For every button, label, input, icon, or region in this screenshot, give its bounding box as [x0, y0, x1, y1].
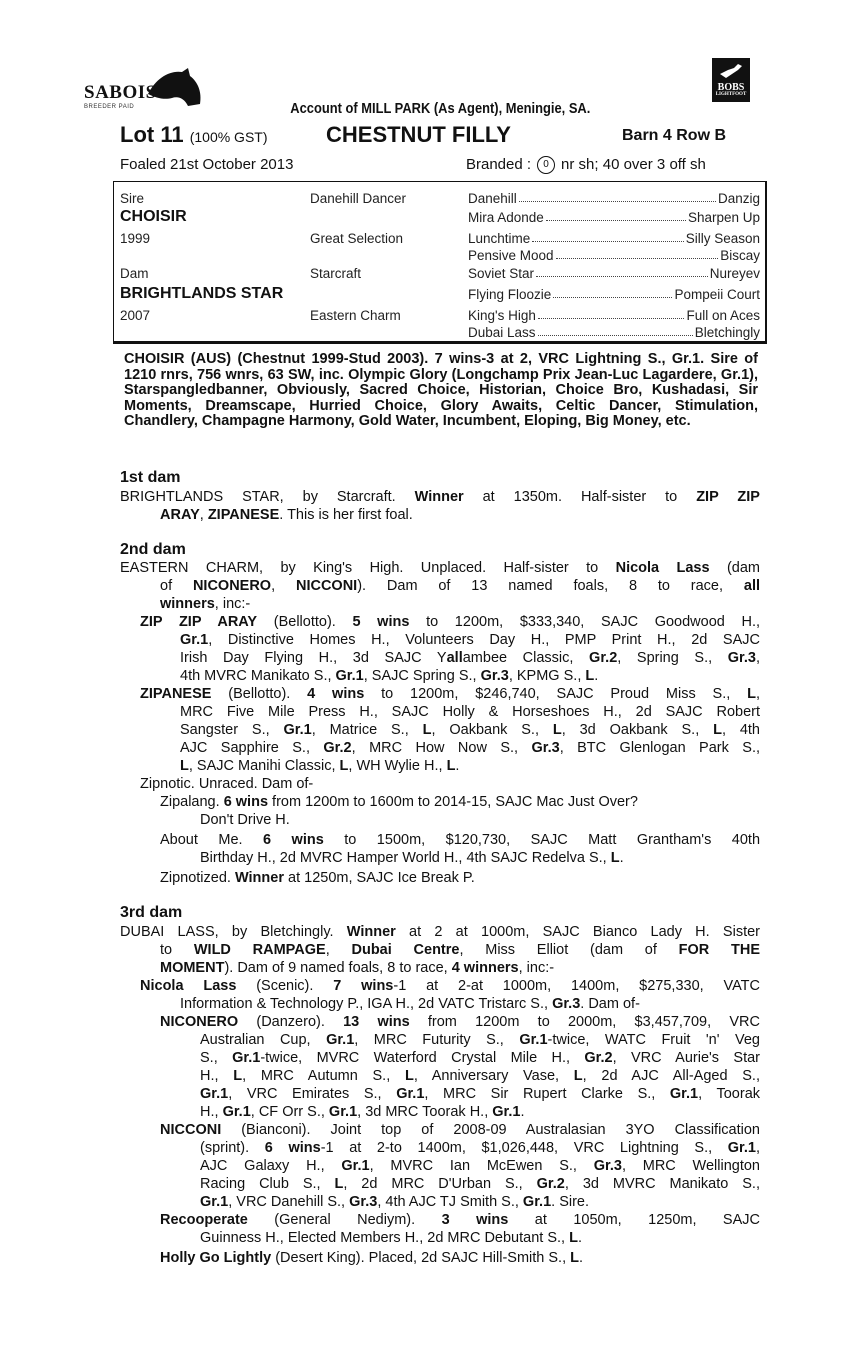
pedigree-text-line: winners, inc:- [160, 596, 251, 612]
pedigree-text-line: About Me. 6 wins to 1500m, $120,730, SAJC Matt Grantham's 40th [160, 832, 761, 848]
pedigree-text-line: ARAY, ZIPANESE. This is her first foal. [160, 507, 413, 523]
sire-name: CHOISIR [120, 208, 187, 225]
pedigree-text-line: Guinness H., Elected Members H., 2d MRC Debutant S., L. [200, 1230, 582, 1246]
pedigree-text-line: DUBAI LASS, by Bletchingly. Winner at 2 at 1000m, SAJC Bianco Lady H. Sister [120, 924, 760, 940]
dam-dam: Eastern Charm [310, 308, 401, 323]
pedigree-text-line: MRC Five Mile Press H., SAJC Holly & Horseshoes H., 2d SAJC Robert [180, 704, 760, 720]
sire-sire: Danehill Dancer [310, 191, 407, 206]
gg-sire: Pompeii Court [674, 287, 760, 302]
gg-row [468, 325, 760, 340]
gg-horse: Danehill [468, 191, 517, 206]
gg-row [468, 231, 760, 246]
gg-row [468, 191, 760, 206]
pedigree-text-line: AJC Sapphire S., Gr.2, MRC How Now S., Gr.3, BTC Glenlogan Park S., [180, 740, 761, 756]
lot-description: CHESTNUT FILLY [326, 122, 511, 147]
pedigree-text-line: Zipnotic. Unraced. Dam of- [140, 776, 314, 792]
pedigree-text-line: NICONERO (Danzero). 13 wins from 1200m to 2000m, $3,457,709, VRC [160, 1014, 760, 1030]
gg-sire: Danzig [717, 191, 760, 206]
gg-sire: Silly Season [685, 231, 760, 246]
gg-row [468, 308, 760, 323]
pedigree-text-line: Holly Go Lightly (Desert King). Placed, 2d SAJC Hill-Smith S., L. [160, 1250, 584, 1266]
pedigree-text-line: Australian Cup, Gr.1, MRC Futurity S., Gr.1-twice, WATC Fruit 'n' Veg [200, 1032, 760, 1048]
pedigree-text-line: Gr.1, VRC Danehill S., Gr.3, 4th AJC TJ Smith S., Gr.1. Sire. [200, 1194, 590, 1210]
brand-label: Branded : [466, 156, 532, 173]
pedigree-text-line: (sprint). 6 wins-1 at 2-to 1400m, $1,026,448, VRC Lightning S., Gr.1, [200, 1140, 761, 1156]
pedigree-text-line: Gr.1, VRC Emirates S., Gr.1, MRC Sir Rupert Clarke S., Gr.1, Toorak [200, 1086, 761, 1102]
sabois-logo-word: SABOIS [84, 82, 157, 103]
second-dam-heading: 2nd dam [120, 541, 186, 558]
pedigree-text-line: H., Gr.1, CF Orr S., Gr.1, 3d MRC Toorak H., Gr.1. [200, 1104, 525, 1120]
bobs-logo-word: BOBS [717, 82, 745, 93]
pedigree-text-line: Racing Club S., L, 2d MRC D'Urban S., Gr.2, 3d MVRC Manikato S., [200, 1176, 760, 1192]
pedigree-text-line: Gr.1, Distinctive Homes H., Volunteers Day H., PMP Print H., 2d SAJC [180, 632, 760, 648]
pedigree-text-line: Information & Technology P., IGA H., 2d VATC Tristarc S., Gr.3. Dam of- [180, 996, 640, 1012]
barn-location: Barn 4 Row B [622, 127, 727, 144]
gst-note: (100% GST) [189, 129, 268, 145]
pedigree-text-line: ZIPANESE (Bellotto). 4 wins to 1200m, $246,740, SAJC Proud Miss S., L, [140, 686, 761, 702]
pedigree-text-line: NICCONI (Bianconi). Joint top of 2008-09 Australasian 3YO Classification [160, 1122, 760, 1138]
pedigree-text-line: ZIP ZIP ARAY (Bellotto). 5 wins to 1200m, $333,340, SAJC Goodwood H., [140, 614, 761, 630]
pedigree-text-line: Nicola Lass (Scenic). 7 wins-1 at 2-at 1000m, 1400m, $275,330, VATC [140, 978, 761, 994]
pedigree-text-line: Irish Day Flying H., 3d SAJC Yallambee Classic, Gr.2, Spring S., Gr.3, [180, 650, 760, 666]
dam-label: Dam [120, 266, 149, 281]
sabois-logo-sub: BREEDER PAID [84, 104, 135, 110]
gg-row [468, 248, 760, 263]
pedigree-text-line: Recooperate (General Nediym). 3 wins at 1050m, 1250m, SAJC [160, 1212, 760, 1228]
pedigree-text-line: to WILD RAMPAGE, Dubai Centre, Miss Elliot (dam of FOR THE [160, 942, 761, 958]
gg-sire: Full on Aces [686, 308, 760, 323]
lot-number [120, 122, 268, 148]
pedigree-text-line: L, SAJC Manihi Classic, L, WH Wylie H., L. [180, 758, 460, 774]
gg-horse: Mira Adonde [468, 210, 544, 225]
brand-mark-icon: 0 [537, 156, 555, 174]
pedigree-text-line: S., Gr.1-twice, MVRC Waterford Crystal Mile H., Gr.2, VRC Aurie's Star [200, 1050, 761, 1066]
brand-info [466, 156, 706, 174]
gg-horse: Flying Floozie [468, 287, 552, 302]
brand-detail: nr sh; 40 over 3 off sh [561, 156, 706, 173]
pedigree-text-line: of NICONERO, NICCONI). Dam of 13 named foals, 8 to race, all [160, 578, 760, 594]
gg-sire: Sharpen Up [687, 210, 760, 225]
pedigree-text-line: MOMENT). Dam of 9 named foals, 8 to race, 4 winners, inc:- [160, 960, 555, 976]
gg-horse: Pensive Mood [468, 248, 554, 263]
sire-summary: CHOISIR (AUS) (Chestnut 1999-Stud 2003). 7 wins-3 at 2, VRC Lightning S., Gr.1. Sire of 1210 rnrs, 756 wnrs, 63 SW, inc. Olympic Glory (Longchamp Prix Jean-Luc Lagardere, Gr.1), Starspangledbanner, Obviously, Sacred Choice, Historian, Choice Bro, Kushadasi, Sir Moments, Dreamscape, Hurried Choice, Glory Awaits, Celtic Dancer, Stimulation, Chandlery, Champagne Harmony, Gold Water, Incumbent, Eloping, Big Money, etc. [124, 351, 758, 429]
dam-name: BRIGHTLANDS STAR [120, 285, 284, 302]
pedigree-text-line: Zipnotized. Winner at 1250m, SAJC Ice Break P. [160, 870, 475, 886]
gg-row [468, 287, 760, 302]
gg-horse: Lunchtime [468, 231, 531, 246]
foaled-date: Foaled 21st October 2013 [120, 156, 294, 173]
pedigree-text-line: Don't Drive H. [200, 812, 290, 828]
racehorse-icon [718, 62, 744, 80]
pedigree-text-line: Birthday H., 2d MVRC Hamper World H., 4th SAJC Redelva S., L. [200, 850, 624, 866]
dam-year: 2007 [120, 308, 151, 323]
dam-sire: Starcraft [310, 266, 362, 281]
lot-label: Lot 11 [120, 122, 184, 147]
third-dam-heading: 3rd dam [120, 904, 183, 921]
gg-sire: Bletchingly [694, 325, 760, 340]
gg-horse: King's High [468, 308, 536, 323]
pedigree-text-line: 4th MVRC Manikato S., Gr.1, SAJC Spring S., Gr.3, KPMG S., L. [180, 668, 599, 684]
sire-dam: Great Selection [310, 231, 404, 246]
gg-sire: Biscay [720, 248, 760, 263]
bobs-logo-sub: LIGHTFOOT [715, 92, 747, 97]
pedigree-text-line: EASTERN CHARM, by King's High. Unplaced. Half-sister to Nicola Lass (dam [120, 560, 760, 576]
gg-row [468, 266, 760, 281]
pedigree-text-line: BRIGHTLANDS STAR, by Starcraft. Winner at 1350m. Half-sister to ZIP ZIP [120, 489, 760, 505]
vendor-account: Account of MILL PARK (As Agent), Meningie, SA. [290, 100, 591, 117]
first-dam-heading: 1st dam [120, 469, 181, 486]
gg-horse: Dubai Lass [468, 325, 536, 340]
gg-sire: Nureyev [709, 266, 760, 281]
sire-label: Sire [120, 191, 145, 206]
pedigree-text-line: H., L, MRC Autumn S., L, Anniversary Vase, L, 2d AJC All-Aged S., [200, 1068, 760, 1084]
gg-row [468, 210, 760, 225]
bobs-logo [712, 58, 750, 102]
pedigree-text-line: Zipalang. 6 wins from 1200m to 1600m to 2014-15, SAJC Mac Just Over? [160, 794, 638, 810]
sire-year: 1999 [120, 231, 151, 246]
gg-horse: Soviet Star [468, 266, 535, 281]
pedigree-text-line: AJC Galaxy H., Gr.1, MVRC Ian McEwen S., Gr.3, MRC Wellington [200, 1158, 760, 1174]
pedigree-text-line: Sangster S., Gr.1, Matrice S., L, Oakbank S., L, 3d Oakbank S., L, 4th [180, 722, 761, 738]
